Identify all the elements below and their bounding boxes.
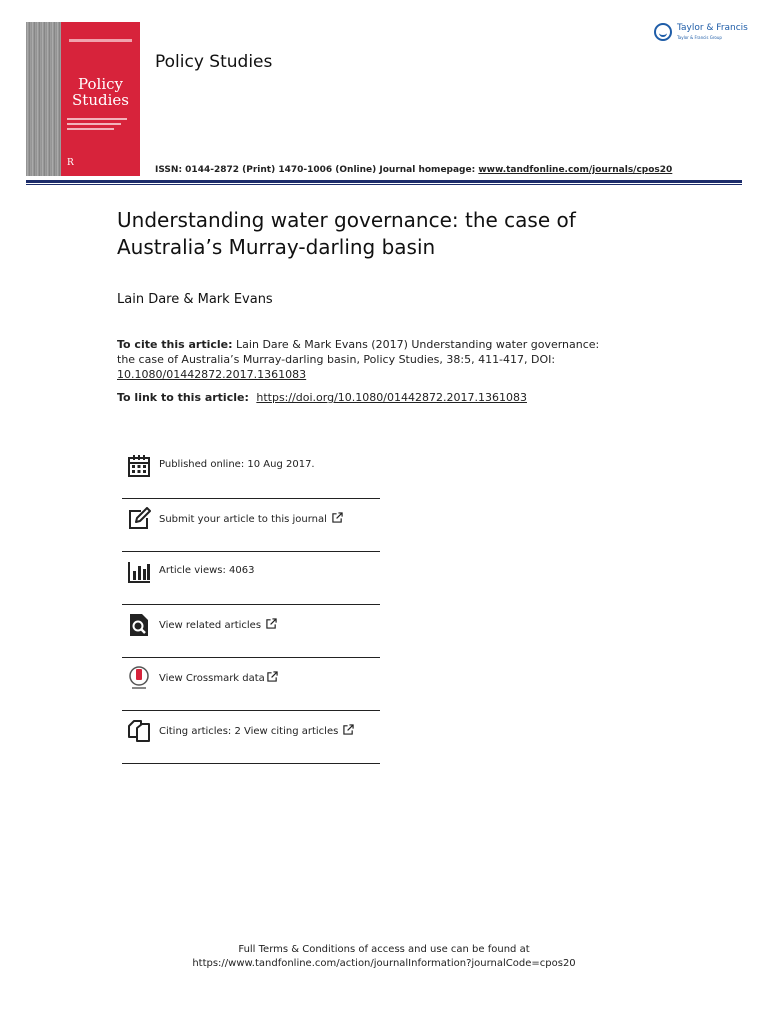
journal-name: Policy Studies	[155, 52, 273, 72]
list-item-citing[interactable]	[122, 711, 380, 764]
routledge-logo-icon: R	[67, 158, 74, 168]
article-link-block	[117, 391, 527, 404]
journal-homepage-link[interactable]: www.tandfonline.com/journals/cpos20	[478, 165, 673, 175]
issn-line	[155, 165, 672, 175]
publisher-name: Taylor & Francis	[677, 23, 748, 33]
citing-articles-label: Citing articles: 2 View citing articles	[159, 726, 339, 737]
cover-text-lines	[67, 118, 134, 133]
footer-terms-text: Full Terms & Conditions of access and use can be found at	[238, 944, 530, 955]
cover-title	[61, 76, 140, 108]
article-authors: Lain Dare & Mark Evans	[117, 292, 273, 307]
crossmark-icon	[127, 666, 151, 690]
article-views: Article views: 4063	[159, 565, 255, 576]
cite-text: Lain Dare & Mark Evans (2017) Understanding water governance: the case of Australia’s Murray-darling basin, Policy Studies, 38:5, 411-417, DOI:	[117, 338, 600, 366]
external-link-icon	[267, 671, 278, 682]
cover-red-panel	[61, 22, 140, 176]
published-date: Published online: 10 Aug 2017.	[159, 459, 315, 470]
submit-article-link[interactable]	[159, 512, 343, 525]
footer-terms-link[interactable]: https://www.tandfonline.com/action/journalInformation?journalCode=cpos20	[192, 958, 576, 969]
citing-articles-link[interactable]	[159, 724, 354, 737]
crossmark-label: View Crossmark data	[159, 673, 265, 684]
external-link-icon	[266, 618, 277, 629]
header-divider-thin	[26, 184, 742, 185]
article-info-list	[122, 446, 380, 764]
citation-block	[117, 337, 607, 382]
header-divider	[26, 180, 742, 183]
list-item-related[interactable]	[122, 605, 380, 658]
cite-label: To cite this article:	[117, 338, 233, 351]
taylor-francis-logo-icon	[654, 23, 672, 41]
external-link-icon	[343, 724, 354, 735]
list-item-crossmark[interactable]	[122, 658, 380, 711]
bar-chart-icon	[127, 560, 151, 584]
list-item-views	[122, 552, 380, 605]
article-title: Understanding water governance: the case of Australia’s Murray-darling basin	[117, 208, 576, 259]
submit-article-label: Submit your article to this journal	[159, 514, 327, 525]
list-item-published	[122, 446, 380, 499]
publisher-subname: Taylor & Francis Group	[677, 35, 722, 40]
crossmark-link[interactable]	[159, 671, 278, 684]
related-articles-link[interactable]	[159, 618, 277, 631]
cover-title-line: Studies	[72, 91, 129, 109]
footer-terms	[0, 943, 768, 971]
list-item-submit[interactable]	[122, 499, 380, 552]
article-doi-link[interactable]: https://doi.org/10.1080/01442872.2017.1361083	[256, 391, 527, 404]
issn-text: ISSN: 0144-2872 (Print) 1470-1006 (Online) Journal homepage:	[155, 165, 476, 175]
cover-decoration	[69, 39, 132, 42]
cover-title-line: Policy	[78, 75, 123, 93]
search-document-icon	[127, 613, 151, 637]
calendar-icon	[127, 454, 151, 478]
related-articles-label: View related articles	[159, 620, 262, 631]
edit-icon	[127, 507, 151, 531]
cite-doi-link[interactable]: 10.1080/01442872.2017.1361083	[117, 368, 307, 381]
journal-cover-image	[26, 22, 140, 176]
link-label: To link to this article:	[117, 391, 249, 404]
external-link-icon	[332, 512, 343, 523]
copy-icon	[127, 719, 151, 743]
publisher-logo[interactable]	[654, 22, 746, 46]
